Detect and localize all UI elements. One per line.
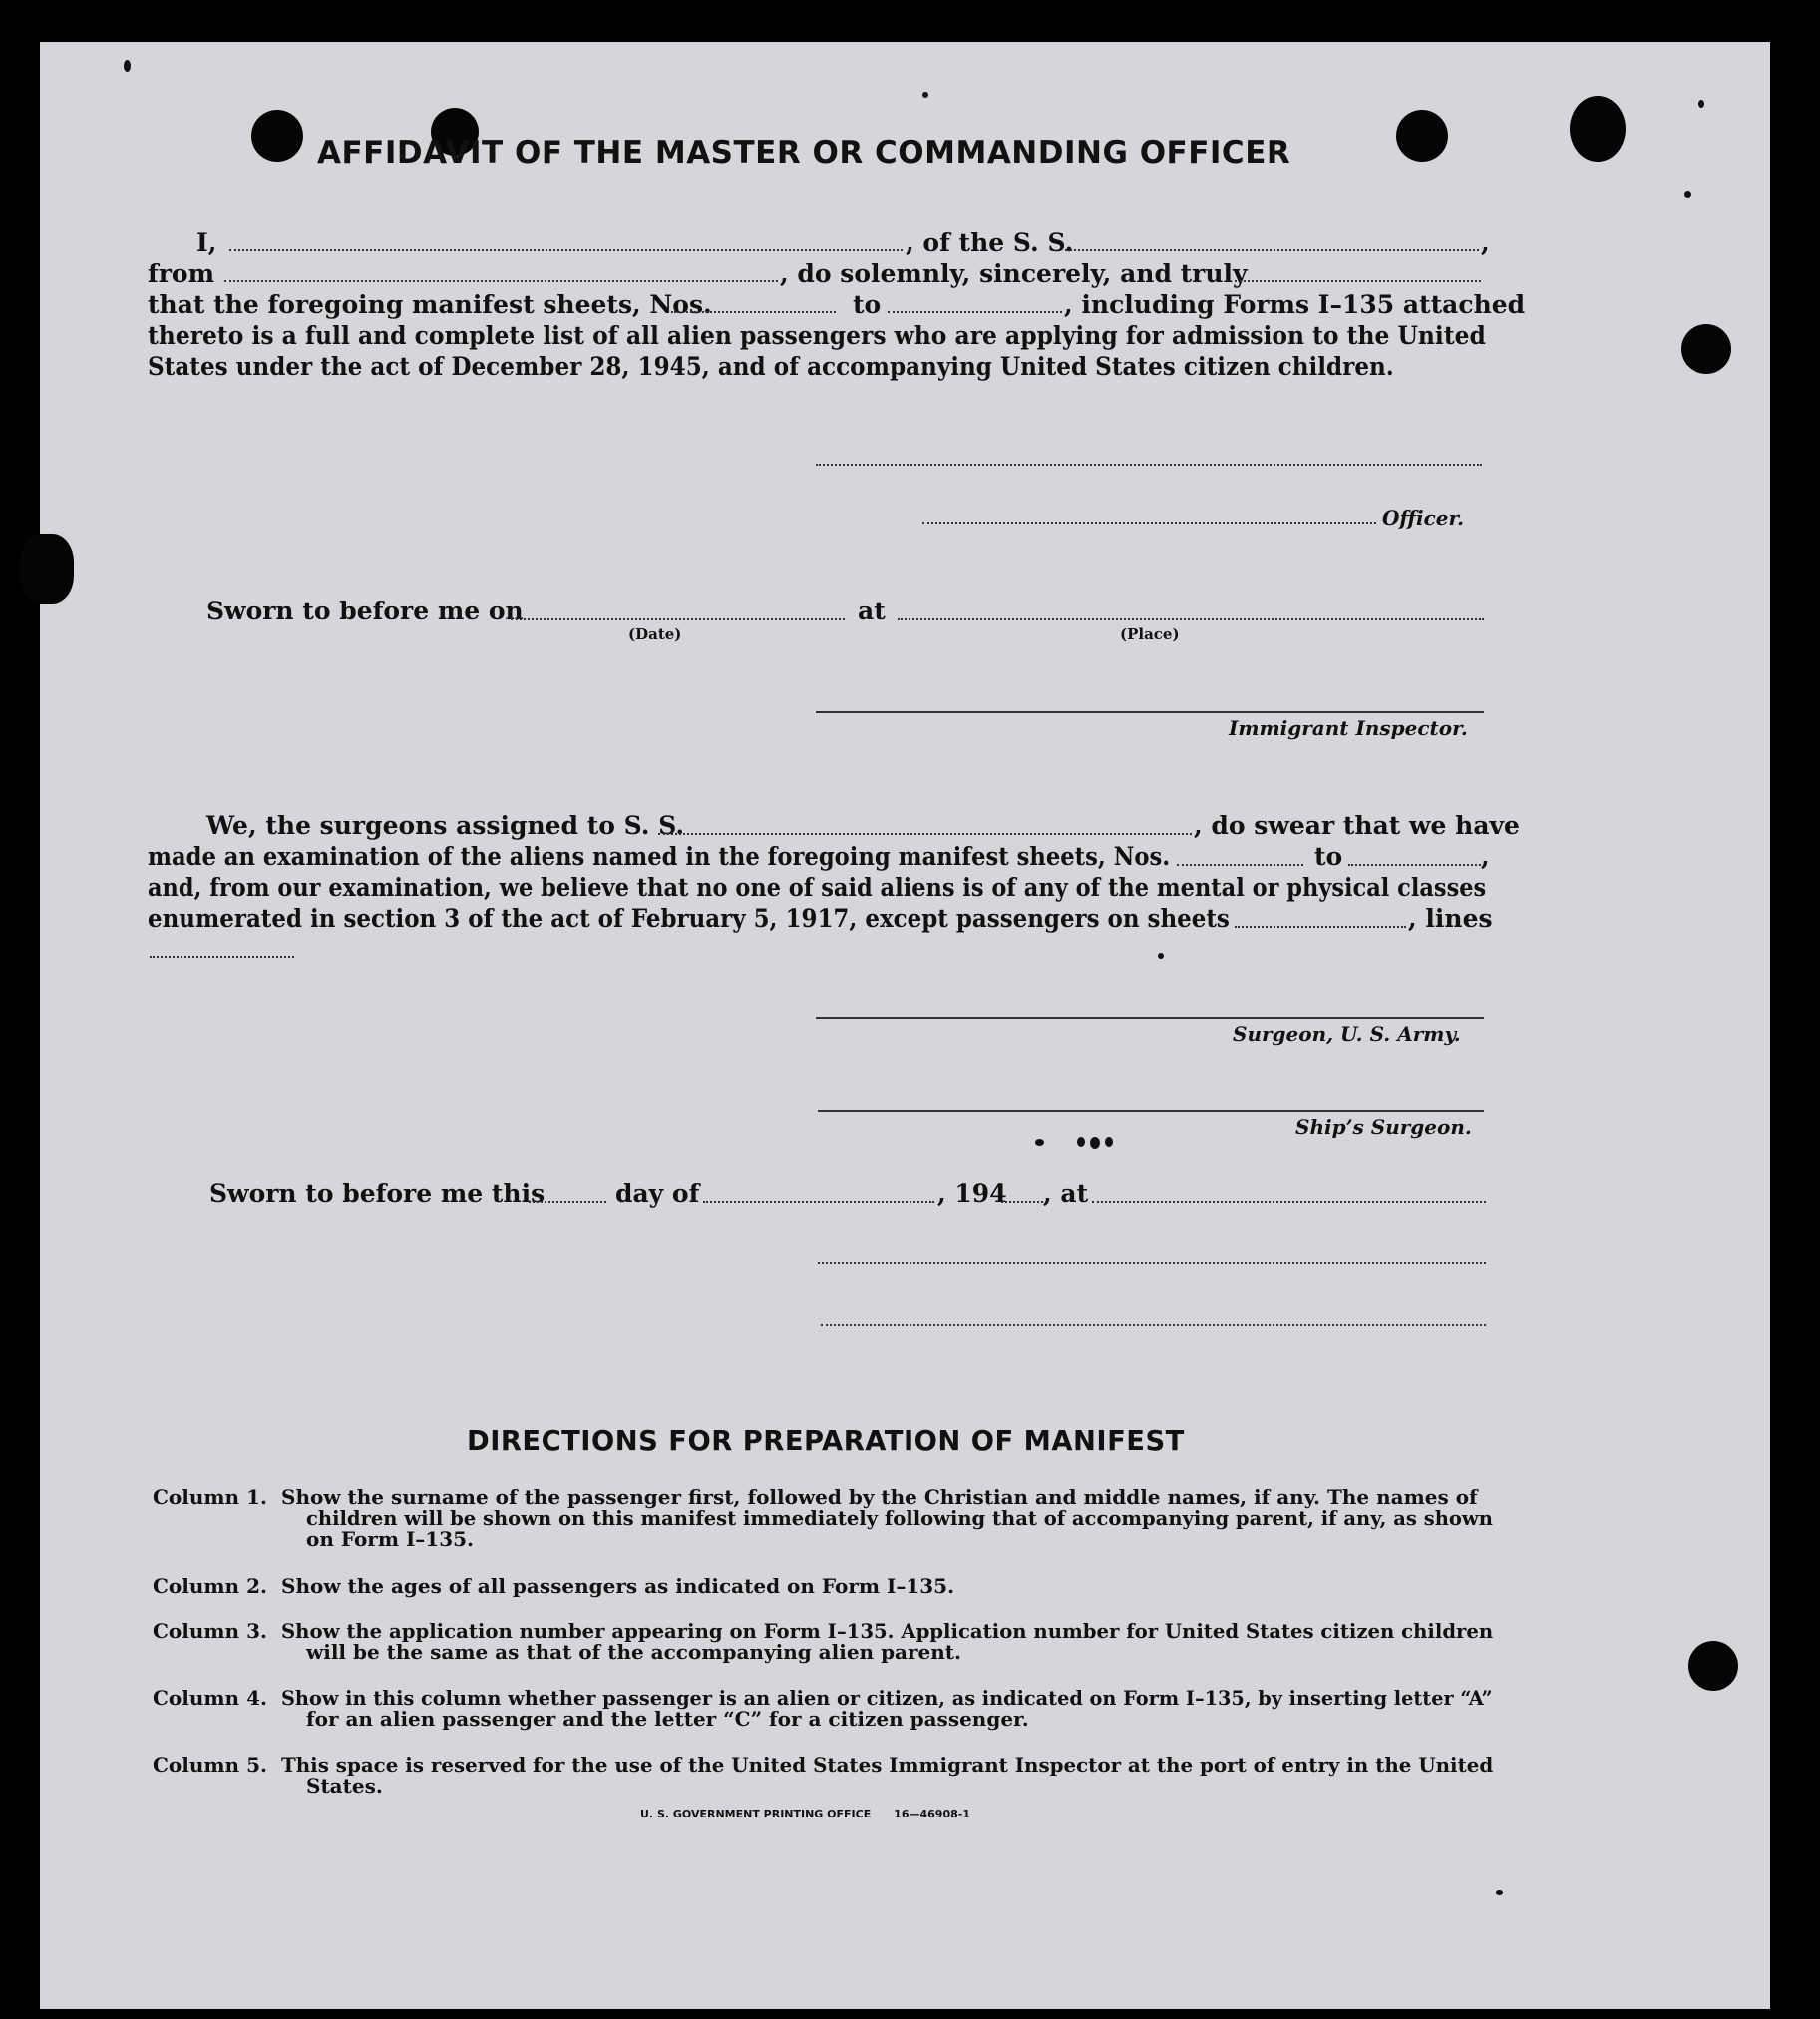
punch-hole — [1570, 96, 1626, 162]
officer-title-line[interactable] — [922, 522, 1376, 524]
printer-imprint: U. S. GOVERNMENT PRINTING OFFICE 16—46908-1 — [640, 1808, 970, 1820]
surgeons-text: We, the surgeons assigned to S. S. — [206, 811, 685, 840]
direction-label: Column 1. — [153, 1485, 267, 1509]
affidavit-text: States under the act of December 28, 1945, and of accompanying United States citizen children. — [148, 352, 1394, 381]
ink-speck — [1684, 191, 1691, 198]
date-caption: (Date) — [628, 625, 682, 643]
sworn-text: Sworn to before me on — [206, 597, 524, 625]
ship-surgeon-label: Ship’s Surgeon. — [1295, 1115, 1472, 1139]
sworn-text: at — [858, 597, 886, 625]
directions-title: DIRECTIONS FOR PREPARATION OF MANIFEST — [467, 1424, 1185, 1457]
officer-signature-line[interactable] — [816, 464, 1482, 466]
direction-text: This space is reserved for the use of the United States Immigrant Inspector at the port of entry in the United — [281, 1753, 1494, 1777]
army-surgeon-signature-line[interactable] — [816, 1017, 1484, 1019]
direction-text: Show the surname of the passenger first, followed by the Christian and middle names, if any. The names of — [281, 1485, 1478, 1509]
surgeons-text: , — [1481, 842, 1490, 871]
from-field[interactable] — [224, 280, 778, 282]
surgeons-text: and, from our examination, we believe that no one of said aliens is of any of the mental or physical classes — [148, 873, 1487, 902]
direction-label: Column 5. — [153, 1753, 267, 1777]
ink-speck — [1698, 100, 1704, 108]
inspector-label: Immigrant Inspector. — [1229, 716, 1468, 740]
edge-tear — [20, 534, 74, 604]
sworn2-text: day of — [615, 1179, 700, 1208]
sworn2-place-field[interactable] — [1092, 1201, 1486, 1203]
direction-text: children will be shown on this manifest immediately following that of accompanying parent, if any, as shown — [306, 1506, 1493, 1530]
page-title: AFFIDAVIT OF THE MASTER OR COMMANDING OFFICER — [317, 135, 1291, 171]
ink-speck — [1496, 1890, 1503, 1895]
direction-text: on Form I–135. — [306, 1527, 475, 1551]
surgeon-ship-field[interactable] — [658, 833, 1192, 835]
ink-speck — [922, 92, 928, 98]
ink-speck — [1090, 1137, 1100, 1149]
declaration-field[interactable] — [1235, 280, 1481, 282]
affidavit-text: I, — [196, 228, 217, 257]
affidavit-text: , — [1481, 228, 1490, 257]
except-sheets-field[interactable] — [1235, 926, 1406, 928]
name-field[interactable] — [229, 249, 903, 251]
ink-speck — [1077, 1137, 1085, 1147]
month-field[interactable] — [703, 1201, 934, 1203]
direction-text: Show the application number appearing on Form I–135. Application number for United States citizen children — [281, 1619, 1494, 1643]
sworn2-text: , at — [1043, 1179, 1089, 1208]
inspector-signature-line[interactable] — [816, 711, 1484, 713]
affidavit-text: , including Forms I–135 attached — [1064, 290, 1526, 319]
army-surgeon-label: Surgeon, U. S. Army. — [1233, 1022, 1461, 1046]
ink-speck — [1105, 1137, 1113, 1147]
direction-text: Show the ages of all passengers as indicated on Form I–135. — [281, 1574, 955, 1598]
ship-surgeon-signature-line[interactable] — [818, 1110, 1484, 1112]
direction-text: States. — [306, 1774, 383, 1798]
affidavit-text: , do solemnly, sincerely, and truly — [780, 259, 1248, 288]
officer-label: Officer. — [1382, 506, 1465, 530]
sheet-from-field[interactable] — [671, 311, 836, 313]
direction-label: Column 3. — [153, 1619, 267, 1643]
ship-name-field[interactable] — [1065, 249, 1479, 251]
affidavit-text: to — [853, 290, 882, 319]
signature-line[interactable] — [818, 1262, 1486, 1264]
direction-text: will be the same as that of the accompanying alien parent. — [306, 1640, 962, 1664]
sworn-date-field[interactable] — [511, 618, 845, 620]
year-field[interactable] — [1001, 1201, 1043, 1203]
sworn2-text: Sworn to before me this — [209, 1179, 546, 1208]
affidavit-text: from — [148, 259, 215, 288]
sworn-place-field[interactable] — [898, 618, 1484, 620]
surgeons-text: made an examination of the aliens named in the foregoing manifest sheets, Nos. — [148, 842, 1171, 871]
lines-field[interactable] — [150, 956, 294, 958]
surgeons-text: , lines — [1408, 904, 1493, 933]
sheet-to-field[interactable] — [888, 311, 1062, 313]
affidavit-text: that the foregoing manifest sheets, Nos. — [148, 290, 712, 319]
surgeons-text: to — [1314, 842, 1343, 871]
day-field[interactable] — [529, 1201, 606, 1203]
direction-label: Column 4. — [153, 1686, 267, 1710]
sworn2-text: , 194 — [937, 1179, 1007, 1208]
ink-speck — [124, 60, 131, 72]
punch-hole — [1681, 324, 1731, 374]
place-caption: (Place) — [1120, 625, 1180, 643]
affidavit-text: thereto is a full and complete list of all alien passengers who are applying for admission to the United — [148, 321, 1486, 350]
signature-line[interactable] — [821, 1324, 1486, 1326]
punch-hole — [1688, 1641, 1738, 1691]
ink-speck — [1158, 953, 1164, 959]
surgeon-sheet-from-field[interactable] — [1177, 864, 1303, 866]
punch-hole — [251, 110, 303, 162]
affidavit-text: , of the S. S. — [906, 228, 1074, 257]
surgeons-text: , do swear that we have — [1194, 811, 1520, 840]
direction-text: Show in this column whether passenger is an alien or citizen, as indicated on Form I–135, by inserting letter “A” — [281, 1686, 1493, 1710]
ink-speck — [1035, 1139, 1044, 1146]
punch-hole — [1396, 110, 1448, 162]
surgeon-sheet-to-field[interactable] — [1348, 864, 1481, 866]
direction-text: for an alien passenger and the letter “C” for a citizen passenger. — [306, 1707, 1029, 1731]
direction-label: Column 2. — [153, 1574, 267, 1598]
surgeons-text: enumerated in section 3 of the act of February 5, 1917, except passengers on sheets — [148, 904, 1230, 933]
